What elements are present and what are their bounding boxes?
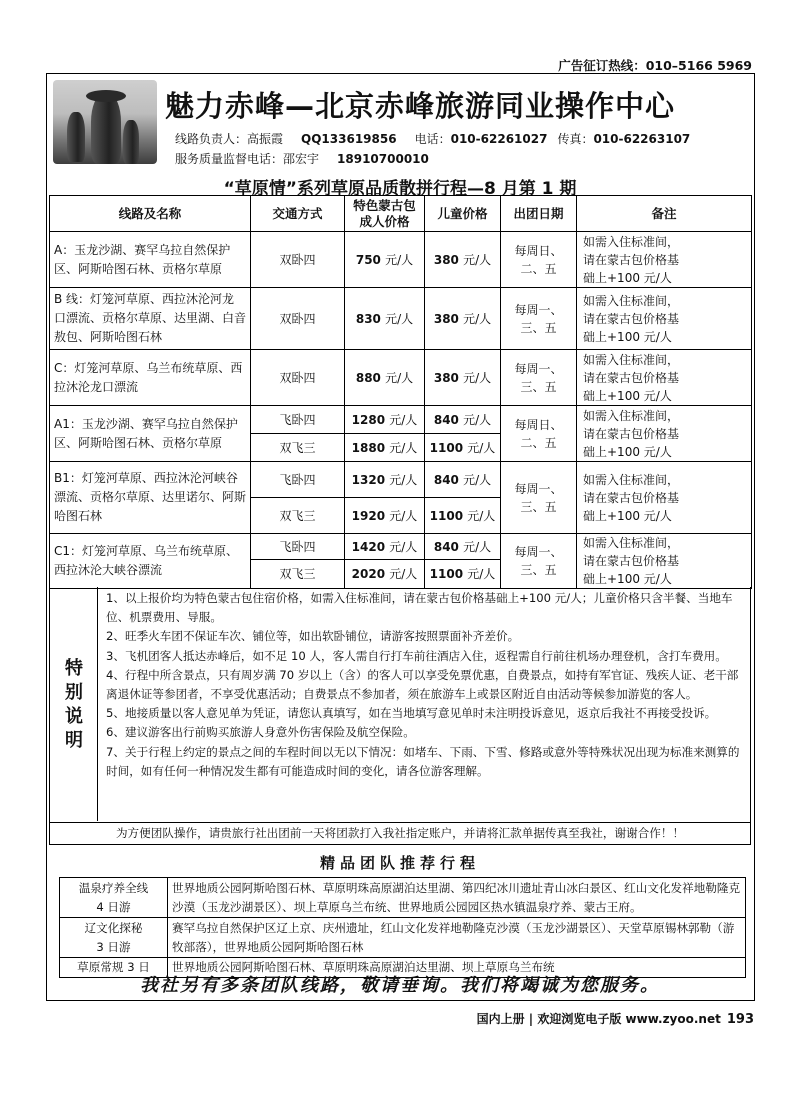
child-price: 380 元/人 <box>425 232 501 288</box>
page-title: 魅力赤峰—北京赤峰旅游同业操作中心 <box>165 89 676 123</box>
adult-price: 750 元/人 <box>345 232 425 288</box>
supervisor-phone: 18910700010 <box>337 152 429 166</box>
page-number: 193 <box>726 1012 754 1027</box>
itinerary-subtitle: “草原情”系列草原品质散拼行程—8 月第 1 期 <box>223 179 577 199</box>
transport: 飞卧四 <box>251 534 345 560</box>
remark: 如需入住标准间， 请在蒙古包价格基 础上+100 元/人 <box>577 288 752 350</box>
departure-date: 每周一、 三、五 <box>501 462 577 534</box>
recommend-desc: 赛罕乌拉自然保护区辽上京、庆州遗址，红山文化发祥地勒隆克沙漠（玉龙沙湖景区）、天堂草原锡林郭勒（游牧部落），世界地质公园阿斯哈图石林 <box>168 918 746 958</box>
transport: 飞卧四 <box>251 406 345 434</box>
header <box>47 74 753 172</box>
special-notes <box>49 587 751 823</box>
child-price: 840 元/人 <box>425 462 501 498</box>
route-name: C：灯笼河草原、乌兰布统草原、西拉沐沦龙口漂流 <box>50 350 251 406</box>
child-price: 380 元/人 <box>425 288 501 350</box>
ad-hotline: 广告征订热线：010–5166 5969 <box>558 58 752 73</box>
note-item: 3、飞机团客人抵达赤峰后，如不足 10 人，客人需自行打车前往酒店入住，返程需自行前往机场办理登机，含打车费用。 <box>106 648 727 663</box>
note-item: 6、建议游客出行前购买旅游人身意外伤害保险及航空保险。 <box>106 725 415 740</box>
departure-date: 每周日、 二、五 <box>501 232 577 288</box>
departure-date: 每周一、 三、五 <box>501 288 577 350</box>
payment-notice: 为方便团队操作，请贵旅行社出团前一天将团款打入我社指定账户，并请将汇款单据传真至我社，谢谢合作！！ <box>49 823 751 845</box>
route-name: C1：灯笼河草原、乌兰布统草原、西拉沐沦大峡谷漂流 <box>50 534 251 589</box>
col-date: 出团日期 <box>501 196 577 232</box>
adult-price: 830 元/人 <box>345 288 425 350</box>
note-item: 4、行程中所含景点，只有周岁满 70 岁以上（含）的客人可以享受免票优惠，自费景点，如持有军官证、残疾人证、老干部离退休证等参团者，不享受优惠活动；自费景点不参加者，须在旅游车上或景区附近自由活动等候参加游览的客人。 <box>106 667 739 702</box>
adult-price: 1920 元/人 <box>345 498 425 534</box>
slogan: 我社另有多条团队线路，敬请垂询。我们将竭诚为您服务。 <box>140 975 660 996</box>
transport: 双卧四 <box>251 288 345 350</box>
rock-formation-photo <box>53 80 157 164</box>
note-item: 7、关于行程上约定的景点之间的车程时间以无以下情况：如堵车、下雨、下雪、修路或意外等特殊状况出现为标准来测算的时间，如有任何一种情况发生都有可能造成时间的变化，请各位游客理解。 <box>106 744 740 778</box>
table-row <box>50 288 752 350</box>
remark: 如需入住标准间， 请在蒙古包价格基 础上+100 元/人 <box>577 534 752 589</box>
table-row <box>50 232 752 288</box>
child-price: 840 元/人 <box>425 406 501 434</box>
adult-price: 880 元/人 <box>345 350 425 406</box>
recommend-name: 辽文化探秘 3 日游 <box>60 918 168 958</box>
supervisor-name: 邵宏宇 <box>283 152 320 166</box>
recommend-name: 温泉疗养全线 4 日游 <box>60 878 168 918</box>
note-item: 2、旺季火车团不保证车次、铺位等，如出软卧铺位，请游客按照票面补齐差价。 <box>106 629 520 644</box>
price-table <box>49 195 752 589</box>
recommend-name: 草原常规 3 日 <box>60 958 168 978</box>
departure-date: 每周日、 二、五 <box>501 406 577 462</box>
departure-date: 每周一、 三、五 <box>501 534 577 589</box>
transport: 双卧四 <box>251 350 345 406</box>
contact-phone: 010-62261027 <box>450 132 548 146</box>
route-name: A：玉龙沙湖、赛罕乌拉自然保护区、阿斯哈图石林、贡格尔草原 <box>50 232 251 288</box>
child-price: 380 元/人 <box>425 350 501 406</box>
recommend-row <box>60 918 746 958</box>
page-footer <box>477 1010 754 1027</box>
col-child-price: 儿童价格 <box>425 196 501 232</box>
route-name: A1：玉龙沙湖、赛罕乌拉自然保护区、阿斯哈图石林、贡格尔草原 <box>50 406 251 462</box>
ad-frame <box>46 73 755 1001</box>
contact-qq: QQ133619856 <box>301 132 397 146</box>
contact-person: 高振霞 <box>247 132 284 146</box>
phone-label: 电话： <box>414 132 451 146</box>
transport: 飞卧四 <box>251 462 345 498</box>
recommend-table <box>59 877 746 978</box>
recommend-title: 精品团队推荐行程 <box>319 854 480 872</box>
recommend-desc: 世界地质公园阿斯哈图石林、草原明珠高原湖泊达里湖、坝上草原乌兰布统 <box>168 958 746 978</box>
supervisor-label: 服务质量监督电话： <box>175 152 284 166</box>
transport: 双飞三 <box>251 434 345 462</box>
table-row <box>50 462 752 498</box>
remark: 如需入住标准间， 请在蒙古包价格基 础上+100 元/人 <box>577 350 752 406</box>
child-price: 1100 元/人 <box>425 498 501 534</box>
fax-label: 传真： <box>557 132 594 146</box>
adult-price: 1880 元/人 <box>345 434 425 462</box>
table-row <box>50 406 752 434</box>
child-price: 1100 元/人 <box>425 559 501 588</box>
table-row <box>50 350 752 406</box>
remark: 如需入住标准间， 请在蒙古包价格基 础上+100 元/人 <box>577 462 752 534</box>
adult-price: 1320 元/人 <box>345 462 425 498</box>
footer-text: 国内上册 | 欢迎浏览电子版 www.zyoo.net <box>476 1012 721 1026</box>
contact-person-label: 线路负责人： <box>175 132 248 146</box>
notes-label: 特别说明 <box>50 587 98 821</box>
notes-list <box>106 589 746 781</box>
adult-price: 1420 元/人 <box>345 534 425 560</box>
departure-date: 每周一、 三、五 <box>501 350 577 406</box>
col-remark: 备注 <box>577 196 752 232</box>
col-route: 线路及名称 <box>50 196 251 232</box>
adult-price: 1280 元/人 <box>345 406 425 434</box>
transport: 双飞三 <box>251 559 345 588</box>
table-row <box>50 534 752 560</box>
note-item: 1、以上报价均为特色蒙古包住宿价格，如需入住标准间，请在蒙古包价格基础上+100 元/人；儿童价格只含半餐、当地车位、机票费用、导服。 <box>106 591 733 625</box>
recommend-row <box>60 878 746 918</box>
col-transport: 交通方式 <box>251 196 345 232</box>
child-price: 840 元/人 <box>425 534 501 560</box>
table-header-row <box>50 196 752 232</box>
transport: 双卧四 <box>251 232 345 288</box>
recommend-desc: 世界地质公园阿斯哈图石林、草原明珠高原湖泊达里湖、第四纪冰川遗址青山冰臼景区、红山文化发祥地勒隆克沙漠（玉龙沙湖景区）、坝上草原乌兰布统、世界地质公园园区热水镇温泉疗养、蒙古王府。 <box>168 878 746 918</box>
child-price: 1100 元/人 <box>425 434 501 462</box>
route-name: B 线：灯笼河草原、西拉沐沦河龙口漂流、贡格尔草原、达里湖、白音敖包、阿斯哈图石林 <box>50 288 251 350</box>
adult-price: 2020 元/人 <box>345 559 425 588</box>
transport: 双飞三 <box>251 498 345 534</box>
remark: 如需入住标准间， 请在蒙古包价格基 础上+100 元/人 <box>577 232 752 288</box>
contact-fax: 010-62263107 <box>593 132 691 146</box>
note-item: 5、地接质量以客人意见单为凭证，请您认真填写，如在当地填写意见单时未注明投诉意见，返京后我社不再接受投诉。 <box>106 706 717 721</box>
route-name: B1：灯笼河草原、西拉沐沦河峡谷漂流、贡格尔草原、达里诺尔、阿斯哈图石林 <box>50 462 251 534</box>
remark: 如需入住标准间， 请在蒙古包价格基 础上+100 元/人 <box>577 406 752 462</box>
col-adult-price: 特色蒙古包 成人价格 <box>345 196 425 232</box>
contact-line <box>175 130 690 147</box>
supervisor-line <box>175 150 429 167</box>
